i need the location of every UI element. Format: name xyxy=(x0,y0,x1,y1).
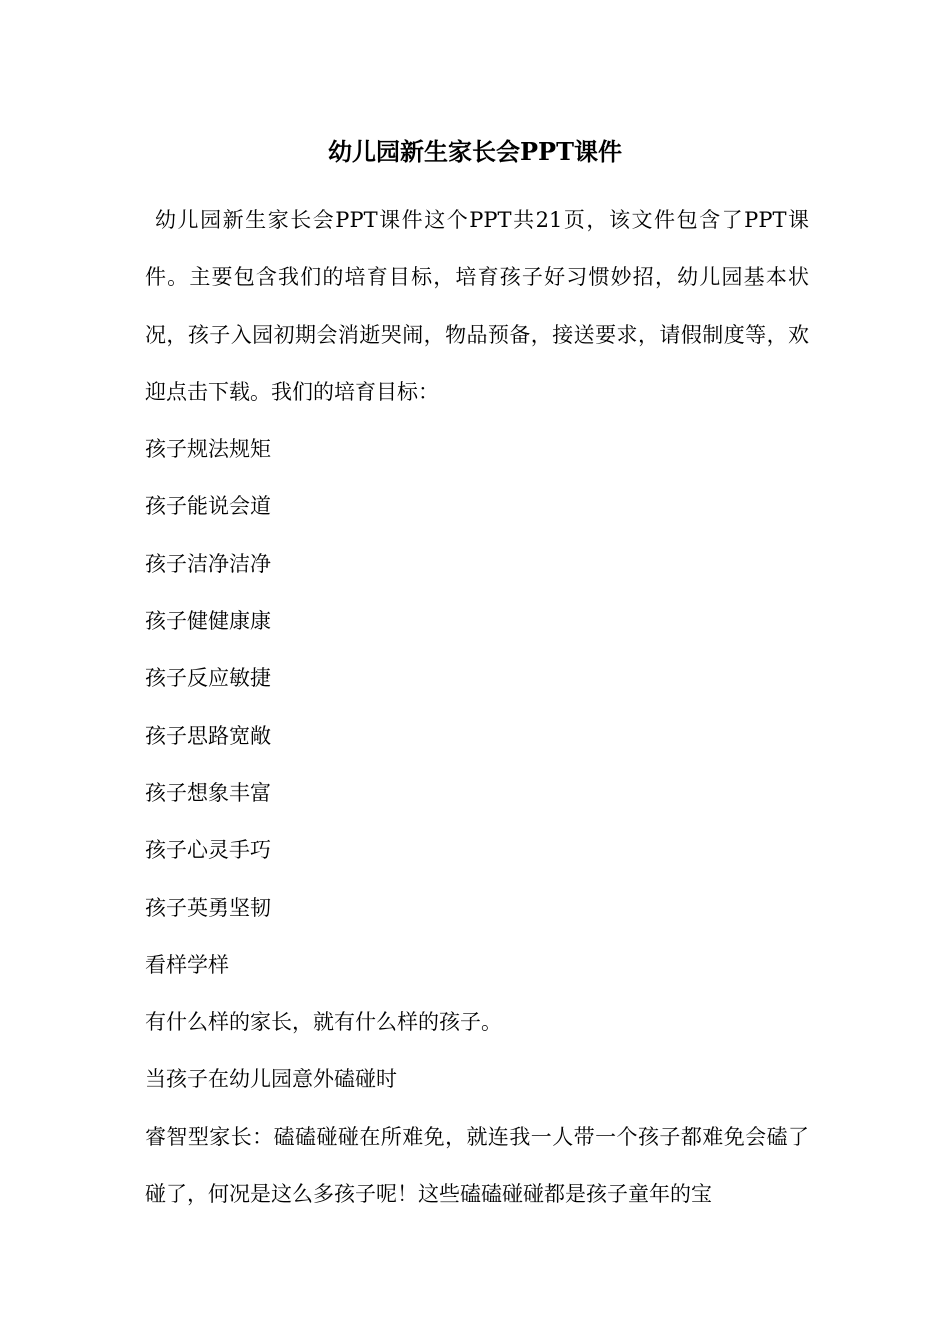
scenario-heading: 当孩子在幼儿园意外磕碰时 xyxy=(145,1067,397,1092)
document-title: 幼儿园新生家长会PPT课件 xyxy=(328,137,622,166)
goal-item: 孩子能说会道 xyxy=(145,494,271,519)
scenario-paragraph: 睿智型家长：磕磕碰碰在所难免，就连我一人带一个孩子都难免会磕了碰了，何况是这么多孩子呢！这些磕磕碰碰都是孩子童年的宝 xyxy=(145,1124,809,1207)
section-line: 有什么样的家长，就有什么样的孩子。 xyxy=(145,1010,502,1035)
intro-paragraph: 幼儿园新生家长会PPT课件这个PPT共21页，该文件包含了PPT课件。主要包含我们的培育目标，培育孩子好习惯妙招，幼儿园基本状况，孩子入园初期会消逝哭闹，物品预备，接送要求，请假制度等，欢迎点击下载。我们的培育目标： xyxy=(145,208,809,404)
goal-item: 孩子思路宽敞 xyxy=(145,723,271,748)
section-heading: 看样学样 xyxy=(145,952,229,977)
goal-item: 孩子想象丰富 xyxy=(145,780,271,805)
goal-item: 孩子洁净洁净 xyxy=(145,551,271,576)
goal-item: 孩子健健康康 xyxy=(145,609,271,634)
goal-item: 孩子反应敏捷 xyxy=(145,666,271,691)
goal-item: 孩子英勇坚韧 xyxy=(145,895,271,920)
document-body xyxy=(145,192,809,1223)
goal-item: 孩子规法规矩 xyxy=(145,437,271,462)
goal-item: 孩子心灵手巧 xyxy=(145,838,271,863)
